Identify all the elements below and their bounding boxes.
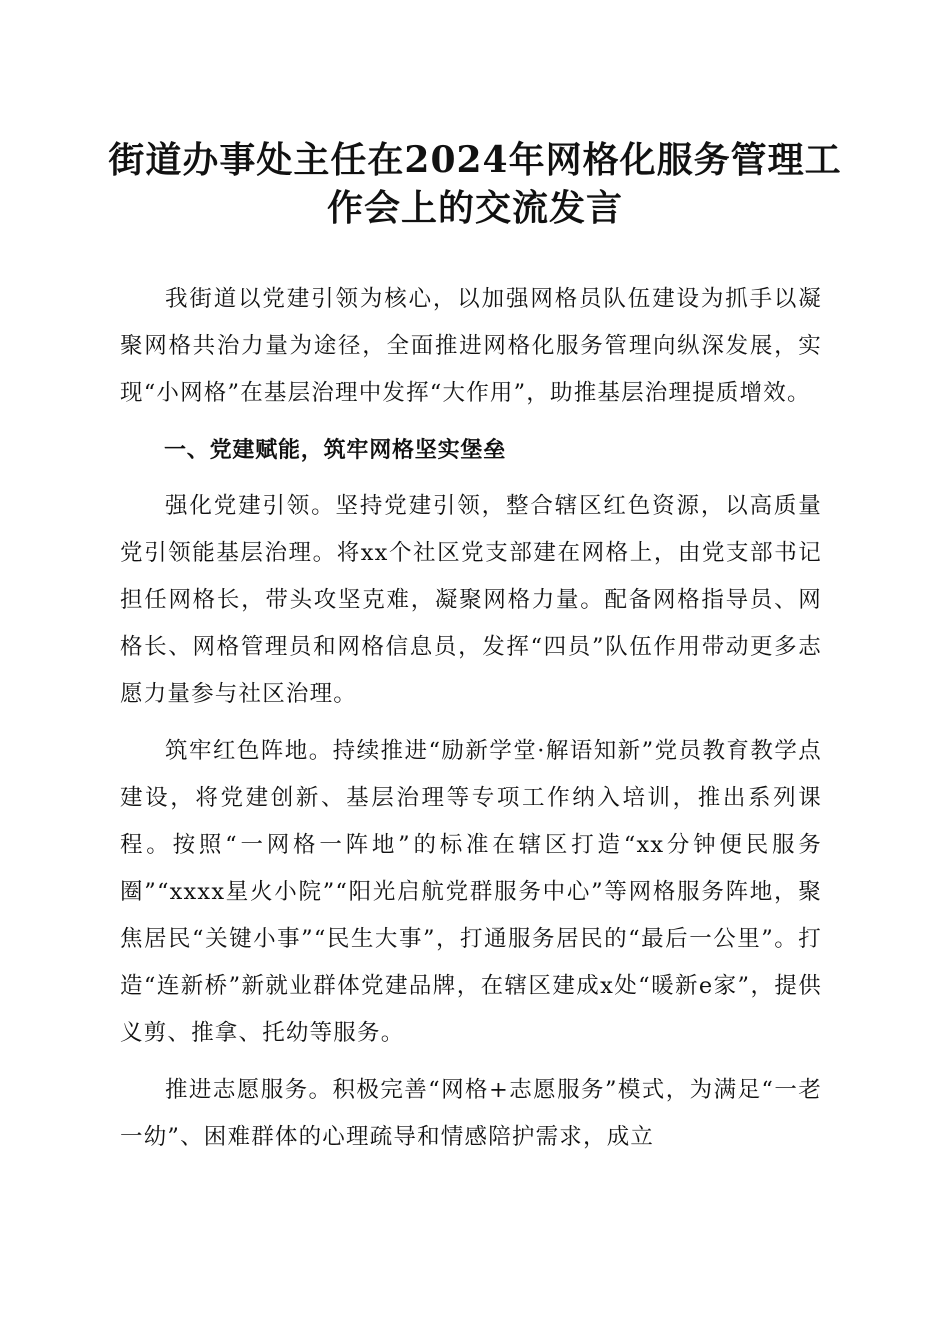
section-heading: 一、党建赋能，筑牢网格坚实堡垒	[164, 438, 507, 463]
paragraph-red-positions: 筑牢红色阵地。持续推进“励新学堂·解语知新”党员教育教学点建设，将党建创新、基层治理等专项工作纳入培训，推出系列课程。按照“一网格一阵地”的标准在辖区打造“xx分钟便民服务圈”“xxxx星火小院”“阳光启航党群服务中心”等网格服务阵地，聚焦居民“关键小事”“民生大事”，打通服务居民的“最后一公里”。打造“连新桥”新就业群体党建品牌，在辖区建成x处“暖新e家”，提供义剪、推拿、托幼等服务。	[120, 738, 823, 1046]
document-body	[120, 276, 822, 1171]
paragraph-volunteer-service: 推进志愿服务。积极完善“网格+志愿服务”模式，为满足“一老一幼”、困难群体的心理疏导和情感陪护需求，成立	[120, 1077, 822, 1150]
intro-paragraph: 我街道以党建引领为核心，以加强网格员队伍建设为抓手以凝聚网格共治力量为途径，全面推进网格化服务管理向纵深发展，实现“小网格”在基层治理中发挥“大作用”，助推基层治理提质增效。	[120, 286, 822, 406]
paragraph-party-leadership: 强化党建引领。坚持党建引领，整合辖区红色资源，以高质量党引领能基层治理。将xx个社区党支部建在网格上，由党支部书记担任网格长，带头攻坚克难，凝聚网格力量。配备网格指导员、网格长、网格管理员和网格信息员，发挥“四员”队伍作用带动更多志愿力量参与社区治理。	[120, 493, 822, 707]
document-title: 街道办事处主任在2024年网格化服务管理工作会上的交流发言	[108, 139, 842, 229]
